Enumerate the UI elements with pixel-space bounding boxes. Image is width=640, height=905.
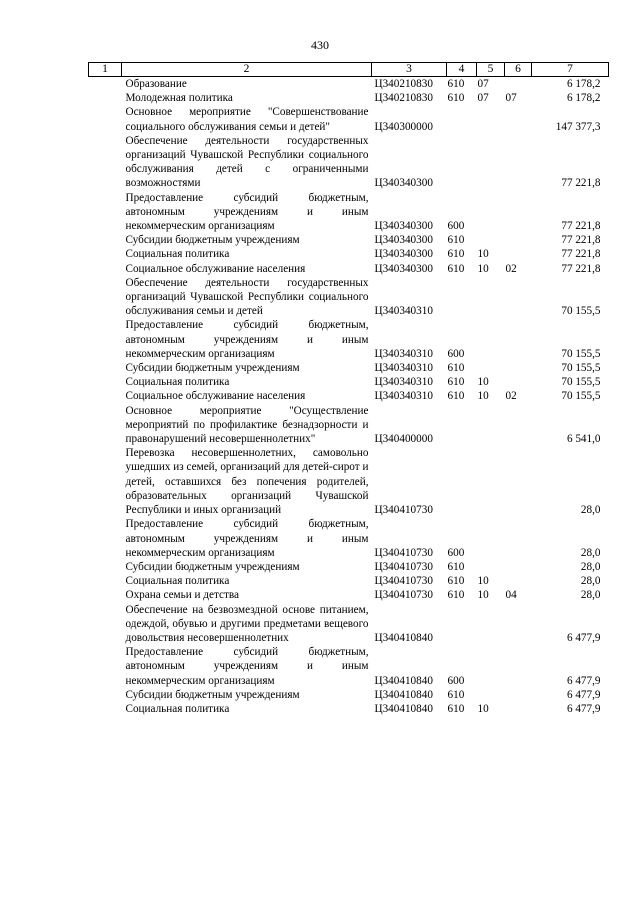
row-code-cell: Ц340410730 xyxy=(374,546,433,559)
row-amount-cell: 6 178,2 xyxy=(566,92,601,105)
row-rz-cell xyxy=(477,517,505,560)
row-rz-cell: 07 xyxy=(477,92,489,105)
row-rz-cell: 10 xyxy=(477,390,489,403)
row-blank-cell xyxy=(89,375,122,389)
row-blank-cell xyxy=(89,446,122,517)
row-amount-cell: 70 155,5 xyxy=(561,347,601,360)
row-rz-cell xyxy=(477,134,505,191)
row-amount-cell: 70 155,5 xyxy=(561,376,601,389)
row-blank-cell xyxy=(89,361,122,375)
row-blank-cell xyxy=(89,588,122,602)
row-amount-cell: 6 477,9 xyxy=(566,674,601,687)
row-amount-cell: 28,0 xyxy=(580,546,601,559)
row-code-cell: Ц340300000 xyxy=(374,120,433,133)
row-pr-cell xyxy=(505,318,532,361)
row-pr-cell xyxy=(505,603,532,646)
row-name-cell: Социальная политика xyxy=(125,376,230,389)
row-amount-cell: 6 477,9 xyxy=(566,631,601,644)
row-pr-cell xyxy=(505,560,532,574)
row-blank-cell xyxy=(89,645,122,688)
row-pr-cell: 04 xyxy=(505,589,517,602)
row-code-cell: Ц340340310 xyxy=(374,347,433,360)
row-amount-cell: 77 221,8 xyxy=(561,177,601,190)
column-number-header-row xyxy=(89,63,609,77)
row-code-cell: Ц340410730 xyxy=(374,575,433,588)
row-name-cell: Социальная политика xyxy=(125,248,230,261)
column-header: 4 xyxy=(447,63,477,77)
table-row xyxy=(89,91,609,105)
table-row xyxy=(89,645,609,688)
row-name-cell: Перевозка несовершеннолетних, самовольно ушедших из семей, организаций для детей-сирот и детей, оставшихся без попечения родителей, образовательных организаций Чувашской Республики и иных организаций xyxy=(125,447,369,517)
column-header: 3 xyxy=(372,63,447,77)
column-header: 2 xyxy=(122,63,372,77)
row-code-cell: Ц340340300 xyxy=(374,220,433,233)
row-code-cell: Ц340410730 xyxy=(374,504,433,517)
row-pr-cell: 02 xyxy=(505,390,517,403)
row-vr-cell: 610 xyxy=(447,262,465,275)
row-name-cell: Субсидии бюджетным учреждениям xyxy=(125,362,300,375)
row-amount-cell: 6 178,2 xyxy=(566,78,601,90)
row-pr-cell xyxy=(505,688,532,702)
row-rz-cell xyxy=(477,688,505,702)
row-rz-cell xyxy=(477,404,505,447)
row-name-cell: Социальное обслуживание населения xyxy=(125,390,306,403)
row-blank-cell xyxy=(89,603,122,646)
row-vr-cell xyxy=(447,134,477,191)
row-amount-cell: 6 541,0 xyxy=(566,433,601,446)
row-amount-cell: 77 221,8 xyxy=(561,220,601,233)
table-row xyxy=(89,574,609,588)
row-vr-cell xyxy=(447,276,477,319)
row-name-cell: Охрана семьи и детства xyxy=(125,589,239,602)
row-name-cell: Основное мероприятие "Совершенствование социального обслуживания семьи и детей" xyxy=(125,106,369,133)
row-vr-cell: 610 xyxy=(447,362,465,375)
row-blank-cell xyxy=(89,404,122,447)
row-pr-cell xyxy=(505,191,532,234)
table-row xyxy=(89,276,609,319)
row-rz-cell xyxy=(477,318,505,361)
row-blank-cell xyxy=(89,134,122,191)
table-row xyxy=(89,361,609,375)
row-amount-cell: 77 221,8 xyxy=(561,248,601,261)
table-row xyxy=(89,134,609,191)
row-name-cell: Субсидии бюджетным учреждениям xyxy=(125,688,300,701)
row-code-cell: Ц340410730 xyxy=(374,560,433,573)
row-code-cell: Ц340410840 xyxy=(374,631,433,644)
row-pr-cell xyxy=(505,446,532,517)
row-vr-cell: 610 xyxy=(447,92,465,105)
page-number: 430 xyxy=(311,38,329,52)
row-amount-cell: 28,0 xyxy=(580,589,601,602)
row-code-cell: Ц340210830 xyxy=(374,78,433,90)
row-pr-cell xyxy=(505,134,532,191)
table-row xyxy=(89,191,609,234)
row-vr-cell: 610 xyxy=(447,688,465,701)
row-rz-cell: 10 xyxy=(477,702,489,715)
row-pr-cell xyxy=(505,702,532,716)
row-amount-cell: 147 377,3 xyxy=(555,120,601,133)
row-amount-cell: 6 477,9 xyxy=(566,688,601,701)
row-vr-cell xyxy=(447,603,477,646)
row-rz-cell xyxy=(477,105,505,133)
row-vr-cell: 610 xyxy=(447,575,465,588)
row-vr-cell xyxy=(447,105,477,133)
table-row xyxy=(89,262,609,276)
row-name-cell: Предоставление субсидий бюджетным, автономным учреждениям и иным некоммерческим организациям xyxy=(125,191,369,233)
row-pr-cell xyxy=(505,105,532,133)
row-vr-cell: 610 xyxy=(447,78,465,90)
row-vr-cell: 600 xyxy=(447,546,465,559)
row-vr-cell: 610 xyxy=(447,376,465,389)
row-vr-cell: 610 xyxy=(447,560,465,573)
row-code-cell: Ц340340310 xyxy=(374,376,433,389)
row-code-cell: Ц340410840 xyxy=(374,688,433,701)
row-code-cell: Ц340340300 xyxy=(374,248,433,261)
row-name-cell: Предоставление субсидий бюджетным, автономным учреждениям и иным некоммерческим организациям xyxy=(125,518,369,559)
table-row xyxy=(89,233,609,247)
row-amount-cell: 70 155,5 xyxy=(561,362,601,375)
row-code-cell: Ц340340300 xyxy=(374,177,433,190)
budget-table xyxy=(88,62,609,716)
row-amount-cell: 28,0 xyxy=(580,560,601,573)
row-name-cell: Предоставление субсидий бюджетным, автономным учреждениям и иным некоммерческим организациям xyxy=(125,319,369,360)
row-blank-cell xyxy=(89,560,122,574)
row-pr-cell xyxy=(505,77,532,92)
row-amount-cell: 70 155,5 xyxy=(561,390,601,403)
row-amount-cell: 77 221,8 xyxy=(561,234,601,247)
row-code-cell: Ц340410840 xyxy=(374,702,433,715)
row-code-cell: Ц340340300 xyxy=(374,234,433,247)
row-blank-cell xyxy=(89,276,122,319)
row-pr-cell xyxy=(505,404,532,447)
row-vr-cell: 610 xyxy=(447,390,465,403)
row-rz-cell xyxy=(477,361,505,375)
row-rz-cell: 10 xyxy=(477,262,489,275)
row-blank-cell xyxy=(89,247,122,261)
row-pr-cell xyxy=(505,276,532,319)
row-blank-cell xyxy=(89,233,122,247)
table-row xyxy=(89,560,609,574)
row-name-cell: Обеспечение деятельности государственных организаций Чувашской Республики социального обслуживания детей с ограниченными возможностями xyxy=(125,134,369,190)
row-code-cell: Ц340340310 xyxy=(374,305,433,318)
row-rz-cell xyxy=(477,446,505,517)
row-name-cell: Основное мероприятие "Осуществление мероприятий по профилактике безнадзорности и правонарушений несовершеннолетних" xyxy=(125,404,369,446)
row-pr-cell: 02 xyxy=(505,262,517,275)
row-rz-cell xyxy=(477,560,505,574)
row-code-cell: Ц340400000 xyxy=(374,433,433,446)
table-row xyxy=(89,702,609,716)
table-row xyxy=(89,404,609,447)
row-name-cell: Предоставление субсидий бюджетным, автономным учреждениям и иным некоммерческим организациям xyxy=(125,646,369,687)
table-row xyxy=(89,318,609,361)
row-code-cell: Ц340340300 xyxy=(374,262,433,275)
column-header: 1 xyxy=(89,63,122,77)
row-pr-cell xyxy=(505,247,532,261)
row-pr-cell xyxy=(505,361,532,375)
row-vr-cell: 610 xyxy=(447,234,465,247)
row-rz-cell: 07 xyxy=(477,78,489,90)
row-rz-cell: 10 xyxy=(477,248,489,261)
row-blank-cell xyxy=(89,517,122,560)
row-amount-cell: 77 221,8 xyxy=(561,262,601,275)
column-header: 7 xyxy=(532,63,609,77)
row-rz-cell xyxy=(477,191,505,234)
row-amount-cell: 28,0 xyxy=(580,575,601,588)
row-code-cell: Ц340340310 xyxy=(374,390,433,403)
row-blank-cell xyxy=(89,702,122,716)
row-amount-cell: 6 477,9 xyxy=(566,702,601,715)
table-row xyxy=(89,247,609,261)
row-rz-cell xyxy=(477,233,505,247)
row-code-cell: Ц340210830 xyxy=(374,92,433,105)
row-rz-cell xyxy=(477,645,505,688)
row-amount-cell: 70 155,5 xyxy=(561,305,601,318)
row-pr-cell xyxy=(505,375,532,389)
table-row xyxy=(89,389,609,403)
row-vr-cell: 610 xyxy=(447,248,465,261)
row-blank-cell xyxy=(89,105,122,133)
row-name-cell: Социальная политика xyxy=(125,575,230,588)
row-rz-cell: 10 xyxy=(477,589,489,602)
row-code-cell: Ц340340310 xyxy=(374,362,433,375)
row-name-cell: Образование xyxy=(125,78,187,90)
row-name-cell: Социальная политика xyxy=(125,702,230,715)
row-pr-cell xyxy=(505,517,532,560)
row-pr-cell xyxy=(505,574,532,588)
row-pr-cell xyxy=(505,233,532,247)
row-code-cell: Ц340410730 xyxy=(374,589,433,602)
row-blank-cell xyxy=(89,262,122,276)
row-blank-cell xyxy=(89,389,122,403)
table-row xyxy=(89,603,609,646)
row-pr-cell: 07 xyxy=(505,92,517,105)
table-row xyxy=(89,517,609,560)
row-name-cell: Социальное обслуживание населения xyxy=(125,262,306,275)
row-blank-cell xyxy=(89,574,122,588)
table-row xyxy=(89,446,609,517)
row-name-cell: Субсидии бюджетным учреждениям xyxy=(125,234,300,247)
row-vr-cell: 600 xyxy=(447,220,465,233)
row-vr-cell xyxy=(447,404,477,447)
row-blank-cell xyxy=(89,77,122,92)
row-name-cell: Обеспечение деятельности государственных организаций Чувашской Республики социального обслуживания семьи и детей xyxy=(125,276,369,318)
table-row xyxy=(89,375,609,389)
column-header: 5 xyxy=(477,63,505,77)
row-rz-cell: 10 xyxy=(477,376,489,389)
row-blank-cell xyxy=(89,318,122,361)
row-blank-cell xyxy=(89,688,122,702)
row-pr-cell xyxy=(505,645,532,688)
row-amount-cell: 28,0 xyxy=(580,504,601,517)
row-vr-cell: 610 xyxy=(447,589,465,602)
table-row xyxy=(89,588,609,602)
row-code-cell: Ц340410840 xyxy=(374,674,433,687)
row-rz-cell xyxy=(477,603,505,646)
row-name-cell: Субсидии бюджетным учреждениям xyxy=(125,560,300,573)
row-name-cell: Обеспечение на безвозмездной основе питанием, одеждой, обувью и другими предметами вещевого довольствия несовершеннолетних xyxy=(125,603,369,644)
table-row xyxy=(89,105,609,133)
row-vr-cell: 600 xyxy=(447,674,465,687)
row-rz-cell xyxy=(477,276,505,319)
table-row xyxy=(89,688,609,702)
row-blank-cell xyxy=(89,191,122,234)
row-name-cell: Молодежная политика xyxy=(125,92,233,105)
row-vr-cell xyxy=(447,446,477,517)
row-vr-cell: 600 xyxy=(447,347,465,360)
row-vr-cell: 610 xyxy=(447,702,465,715)
row-rz-cell: 10 xyxy=(477,575,489,588)
column-header: 6 xyxy=(505,63,532,77)
table-row xyxy=(89,77,609,92)
row-blank-cell xyxy=(89,91,122,105)
